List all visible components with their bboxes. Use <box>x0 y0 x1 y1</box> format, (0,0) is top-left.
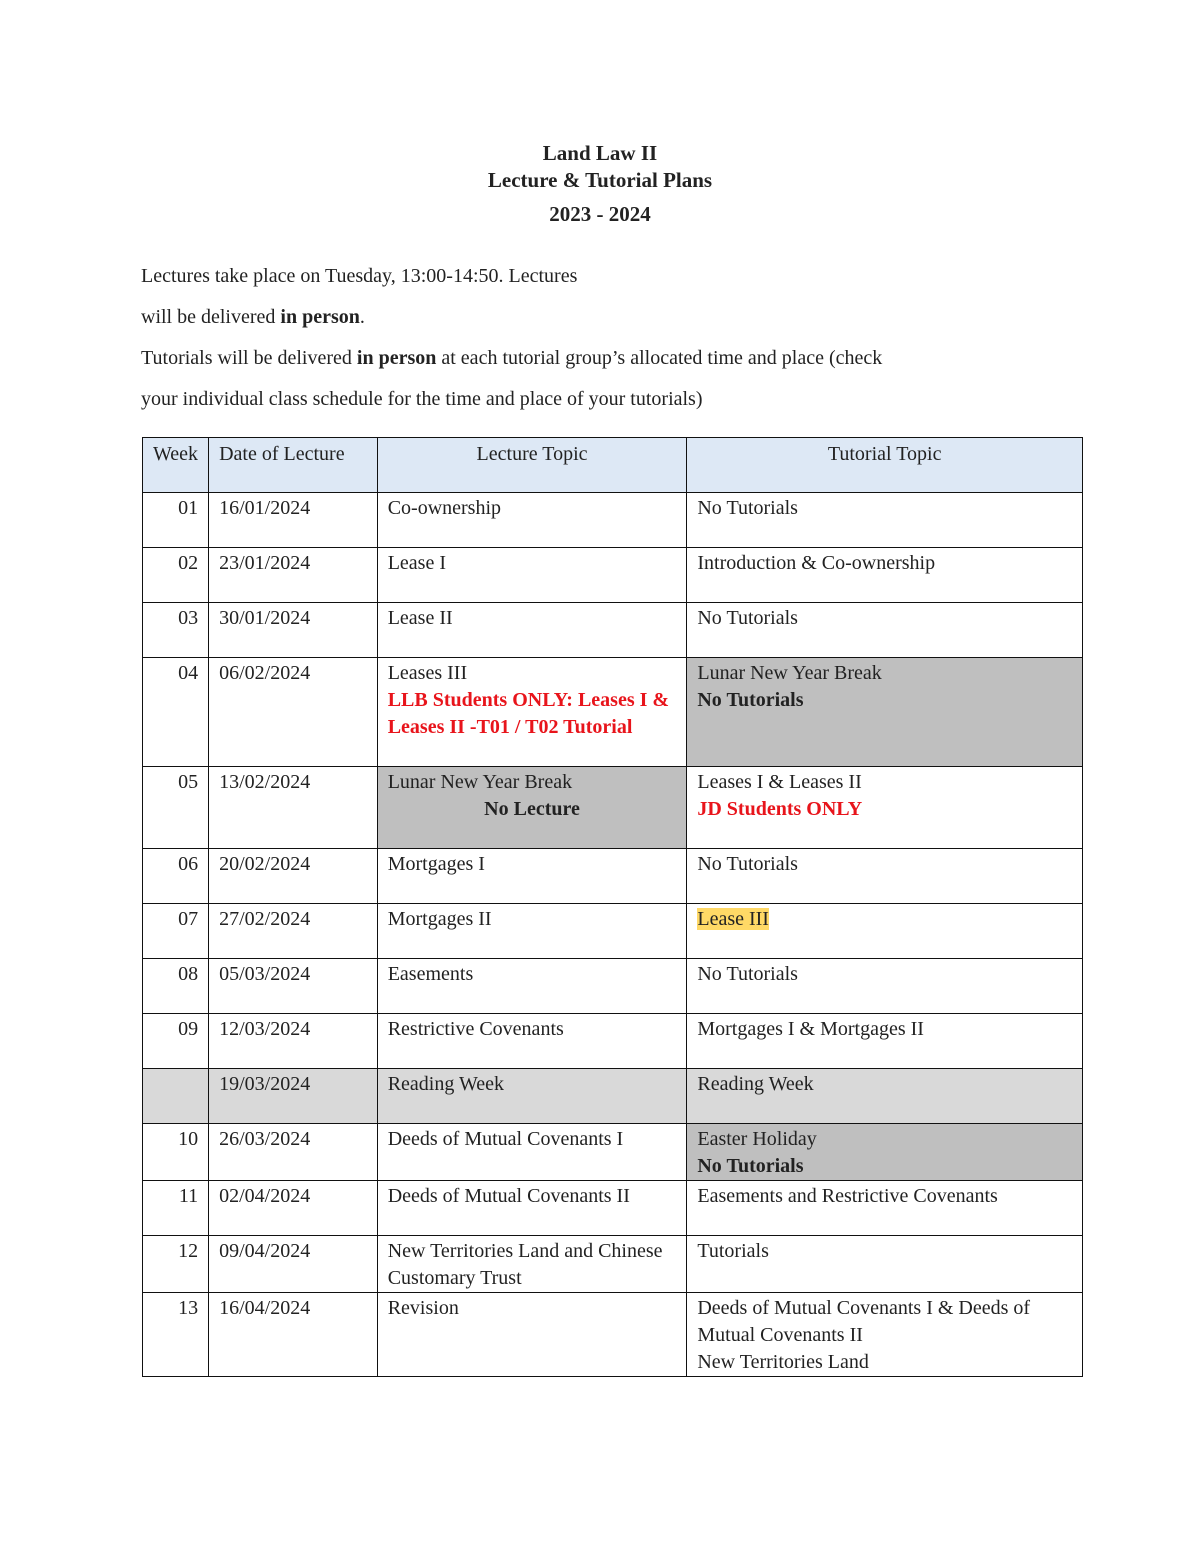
cell-lecture: Revision <box>377 1293 687 1377</box>
table-row <box>143 1293 1083 1377</box>
header-lecture-topic: Lecture Topic <box>377 438 687 493</box>
document-title <box>0 140 1200 227</box>
cell-tutorial <box>687 904 1083 959</box>
cell-date: 30/01/2024 <box>209 603 378 658</box>
no-tutorials-label: No Tutorials <box>697 1155 804 1177</box>
intro-line-1: Lectures take place on Tuesday, 13:00-14:50. Lectures <box>141 265 578 287</box>
table-row-reading-week <box>143 1069 1083 1124</box>
intro-line-2-text: will be delivered <box>141 306 281 328</box>
intro-line-3 <box>141 338 1101 379</box>
cell-tutorial <box>687 658 1083 767</box>
table-row <box>143 959 1083 1014</box>
intro-line-2-end: . <box>359 306 365 328</box>
table-row <box>143 767 1083 849</box>
cell-week: 13 <box>143 1293 209 1377</box>
tutorial-title: Leases I & Leases II <box>697 771 862 793</box>
cell-tutorial: No Tutorials <box>687 603 1083 658</box>
cell-week: 07 <box>143 904 209 959</box>
cell-date: 19/03/2024 <box>209 1069 378 1124</box>
cell-date: 16/04/2024 <box>209 1293 378 1377</box>
cell-week: 03 <box>143 603 209 658</box>
table-row <box>143 1014 1083 1069</box>
cell-lecture <box>377 658 687 767</box>
header-tutorial-topic: Tutorial Topic <box>687 438 1083 493</box>
cell-lecture: Easements <box>377 959 687 1014</box>
cell-week: 06 <box>143 849 209 904</box>
cell-lecture: Deeds of Mutual Covenants I <box>377 1124 687 1181</box>
cell-date: 05/03/2024 <box>209 959 378 1014</box>
cell-tutorial: Tutorials <box>687 1236 1083 1293</box>
cell-week: 11 <box>143 1181 209 1236</box>
llb-students-note: LLB Students ONLY: Leases I & Leases II -T01 / T02 Tutorial <box>387 689 670 738</box>
table-row <box>143 849 1083 904</box>
lecture-title: Leases III <box>387 662 468 684</box>
cell-lecture: Deeds of Mutual Covenants II <box>377 1181 687 1236</box>
table-row <box>143 603 1083 658</box>
cell-lecture: Reading Week <box>377 1069 687 1124</box>
cell-lecture: Mortgages II <box>377 904 687 959</box>
jd-students-note: JD Students ONLY <box>697 798 863 820</box>
table-row <box>143 904 1083 959</box>
course-subtitle: Lecture & Tutorial Plans <box>487 168 713 192</box>
header-date: Date of Lecture <box>209 438 378 493</box>
header-week: Week <box>143 438 209 493</box>
cell-week: 05 <box>143 767 209 849</box>
cell-tutorial: No Tutorials <box>687 493 1083 548</box>
academic-year: 2023 - 2024 <box>549 202 651 226</box>
cell-date: 16/01/2024 <box>209 493 378 548</box>
table-row <box>143 1236 1083 1293</box>
cell-date: 27/02/2024 <box>209 904 378 959</box>
cell-lecture: Lease I <box>377 548 687 603</box>
intro-line-3-bold: in person <box>356 347 437 369</box>
cell-tutorial <box>687 1293 1083 1377</box>
cell-date: 23/01/2024 <box>209 548 378 603</box>
tutorial-title: Deeds of Mutual Covenants I & Deeds of Mutual Covenants II <box>697 1297 1031 1346</box>
cell-lecture <box>377 767 687 849</box>
cell-week: 10 <box>143 1124 209 1181</box>
tutorial-title: Easter Holiday <box>697 1128 817 1150</box>
cell-lecture: Lease II <box>377 603 687 658</box>
table-header-row <box>143 438 1083 493</box>
cell-date: 20/02/2024 <box>209 849 378 904</box>
intro-line-4: your individual class schedule for the time and place of your tutorials) <box>141 388 703 410</box>
cell-tutorial: Mortgages I & Mortgages II <box>687 1014 1083 1069</box>
table-row <box>143 1124 1083 1181</box>
cell-week: 04 <box>143 658 209 767</box>
cell-tutorial <box>687 1124 1083 1181</box>
cell-week: 09 <box>143 1014 209 1069</box>
cell-tutorial <box>687 767 1083 849</box>
cell-date: 09/04/2024 <box>209 1236 378 1293</box>
no-lecture-label: No Lecture <box>484 798 580 820</box>
no-tutorials-label: No Tutorials <box>697 689 804 711</box>
intro-line-2-bold: in person <box>280 306 360 328</box>
cell-week: 01 <box>143 493 209 548</box>
intro-text <box>141 256 1101 420</box>
cell-date: 26/03/2024 <box>209 1124 378 1181</box>
cell-tutorial: No Tutorials <box>687 959 1083 1014</box>
cell-week: 02 <box>143 548 209 603</box>
lecture-title: Lunar New Year Break <box>387 771 573 793</box>
cell-date: 06/02/2024 <box>209 658 378 767</box>
tutorial-extra: New Territories Land <box>697 1351 869 1373</box>
cell-lecture: Restrictive Covenants <box>377 1014 687 1069</box>
cell-date: 13/02/2024 <box>209 767 378 849</box>
cell-tutorial: Easements and Restrictive Covenants <box>687 1181 1083 1236</box>
cell-tutorial: Introduction & Co-ownership <box>687 548 1083 603</box>
table-row <box>143 493 1083 548</box>
course-title: Land Law II <box>542 141 658 165</box>
table-row <box>143 1181 1083 1236</box>
intro-line-2 <box>141 297 1101 338</box>
highlighted-tutorial: Lease III <box>697 908 769 930</box>
cell-lecture: New Territories Land and Chinese Customary Trust <box>377 1236 687 1293</box>
cell-week: 08 <box>143 959 209 1014</box>
cell-week: 12 <box>143 1236 209 1293</box>
intro-line-3-text: Tutorials will be delivered <box>141 347 357 369</box>
cell-lecture: Mortgages I <box>377 849 687 904</box>
cell-tutorial: No Tutorials <box>687 849 1083 904</box>
intro-line-3-end: at each tutorial group’s allocated time and place (check <box>436 347 883 369</box>
tutorial-title: Lunar New Year Break <box>697 662 882 684</box>
table-row <box>143 548 1083 603</box>
cell-lecture: Co-ownership <box>377 493 687 548</box>
schedule-table <box>142 437 1083 1377</box>
cell-week <box>143 1069 209 1124</box>
cell-date: 02/04/2024 <box>209 1181 378 1236</box>
table-row <box>143 658 1083 767</box>
cell-date: 12/03/2024 <box>209 1014 378 1069</box>
cell-tutorial: Reading Week <box>687 1069 1083 1124</box>
